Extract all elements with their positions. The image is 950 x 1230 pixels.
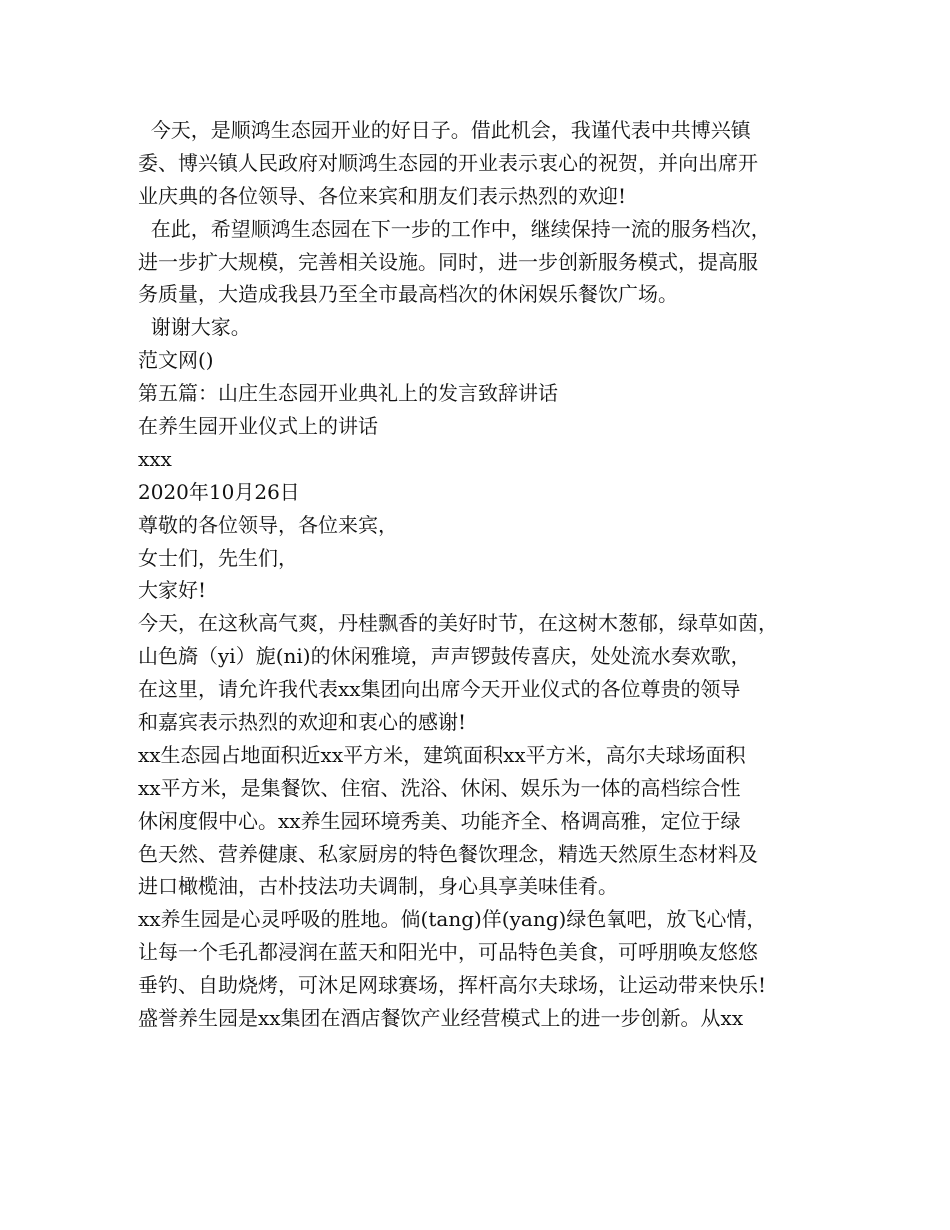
salutation-line: 尊敬的各位领导，各位来宾， <box>138 512 398 537</box>
salutation-line: 女士们，先生们， <box>138 545 298 570</box>
document-body <box>138 114 838 1035</box>
source-line: 范文网() <box>138 348 214 373</box>
paragraph-line: 休闲度假中心。xx养生园环境秀美、功能齐全、格调高雅，定位于绿 <box>138 808 741 833</box>
speaker-name: xxx <box>138 446 172 471</box>
speech-title: 在养生园开业仪式上的讲话 <box>138 414 378 439</box>
paragraph-line: 垂钓、自助烧烤，可沐足网球赛场，挥杆高尔夫球场，让运动带来快乐! <box>138 973 767 998</box>
paragraph-line: 委、博兴镇人民政府对顺鸿生态园的开业表示衷心的祝贺，并向出席开 <box>138 150 758 175</box>
paragraph-line: xx生态园占地面积近xx平方米，建筑面积xx平方米，高尔夫球场面积 <box>138 742 746 767</box>
paragraph-line: 进一步扩大规模，完善相关设施。同时，进一步创新服务模式，提高服 <box>138 249 758 274</box>
paragraph-line: 山色旖（yi）旎(ni)的休闲雅境，声声锣鼓传喜庆，处处流水奏欢歌， <box>138 644 751 669</box>
speech-date: 2020年10月26日 <box>138 479 300 504</box>
paragraph-line: 进口橄榄油，古朴技法功夫调制，身心具享美味佳肴。 <box>138 874 618 899</box>
paragraph-line: 和嘉宾表示热烈的欢迎和衷心的感谢! <box>138 710 467 735</box>
paragraph-line: 色天然、营养健康、私家厨房的特色餐饮理念，精选天然原生态材料及 <box>138 841 758 866</box>
greeting-line: 大家好! <box>138 578 207 603</box>
paragraph-line: 业庆典的各位领导、各位来宾和朋友们表示热烈的欢迎! <box>138 183 627 208</box>
paragraph-line: 今天，是顺鸿生态园开业的好日子。借此机会，我谨代表中共博兴镇 <box>138 118 751 142</box>
paragraph-line: 今天，在这秋高气爽，丹桂飘香的美好时节，在这树木葱郁，绿草如茵， <box>138 611 778 636</box>
paragraph-line: 让每一个毛孔都浸润在蓝天和阳光中，可品特色美食，可呼朋唤友悠悠 <box>138 940 758 965</box>
paragraph-line: 务质量，大造成我县乃至全市最高档次的休闲娱乐餐饮广场。 <box>138 282 678 307</box>
paragraph-line: 在这里，请允许我代表xx集团向出席今天开业仪式的各位尊贵的领导 <box>138 677 741 702</box>
paragraph-line: 盛誉养生园是xx集团在酒店餐饮产业经营模式上的进一步创新。从xx <box>138 1006 744 1031</box>
paragraph-line: 在此，希望顺鸿生态园在下一步的工作中，继续保持一流的服务档次， <box>138 216 771 241</box>
paragraph-line: xx平方米，是集餐饮、住宿、洗浴、休闲、娱乐为一体的高档综合性 <box>138 775 741 800</box>
closing-line: 谢谢大家。 <box>138 315 251 340</box>
section-heading: 第五篇：山庄生态园开业典礼上的发言致辞讲话 <box>138 381 558 406</box>
paragraph-line: xx养生园是心灵呼吸的胜地。倘(tang)佯(yang)绿色氧吧，放飞心情， <box>138 907 767 932</box>
